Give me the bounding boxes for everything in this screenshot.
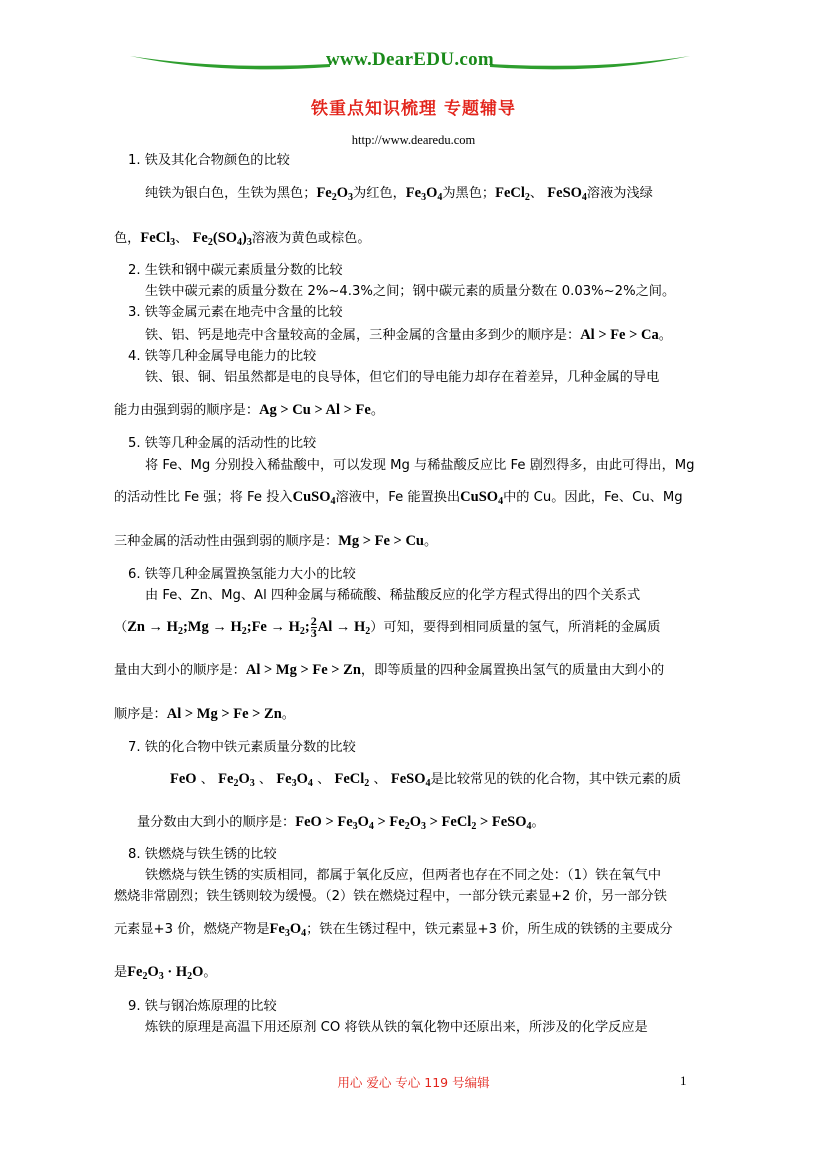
section-5-line-1: 将 Fe、Mg 分别投入稀盐酸中，可以发现 Mg 与稀盐酸反应比 Fe 剧烈得多，由此可得出，Mg	[145, 458, 695, 473]
section-3-heading: 3. 铁等金属元素在地壳中含量的比较	[128, 305, 343, 320]
section-6-heading: 6. 铁等几种金属置换氢能力大小的比较	[128, 567, 356, 582]
section-9-line-1: 炼铁的原理是高温下用还原剂 CO 将铁从铁的氧化物中还原出来，所涉及的化学反应是	[145, 1020, 648, 1035]
section-4-heading: 4. 铁等几种金属导电能力的比较	[128, 349, 317, 364]
section-8-line-3: 元素显+3 价，燃烧产物是$Fe_3O_4$；铁在生锈过程中，铁元素显+3 价，所生成的铁锈的主要成分	[114, 921, 673, 939]
section-1-heading: 1. 铁及其化合物颜色的比较	[128, 153, 290, 168]
section-5-heading: 5. 铁等几种金属的活动性的比较	[128, 436, 317, 451]
logo-text[interactable]: www.DearEDU.com	[325, 49, 495, 70]
section-6-line-3: 量由大到小的顺序是：Al > Mg > Fe > Zn，即等质量的四种金属置换出氢气的质量由大到小的	[114, 662, 665, 678]
section-4-line-2: 能力由强到弱的顺序是：Ag > Cu > Al > Fe。	[114, 402, 385, 418]
page-number: 1	[680, 1073, 687, 1088]
section-6-line-4: 顺序是：Al > Mg > Fe > Zn。	[114, 706, 295, 722]
section-5-line-2: 的活动性比 Fe 强；将 Fe 投入CuSO$_4$溶液中，Fe 能置换出CuSO$_4$中的 Cu。因此，Fe、Cu、Mg	[114, 489, 683, 507]
section-7-line-1: FeO 、 $Fe_2O_3$ 、 $Fe_3O_4$ 、 FeCl$_2$ 、 FeSO$_4$是比较常见的铁的化合物，其中铁元素的质	[170, 771, 682, 789]
page-title: 铁重点知识梳理 专题辅导	[311, 99, 516, 119]
section-9-heading: 9. 铁与钢冶炼原理的比较	[128, 999, 277, 1014]
fraction-two-thirds: $\frac{2}{3}$	[310, 614, 317, 641]
section-5-line-3: 三种金属的活动性由强到弱的顺序是：Mg > Fe > Cu。	[114, 533, 438, 549]
section-8-line-4: 是$Fe_2O_3 \cdot H_2O$。	[114, 964, 217, 982]
section-6-line-1: 由 Fe、Zn、Mg、Al 四种金属与稀硫酸、稀盐酸反应的化学方程式得出的四个关系式	[145, 588, 641, 603]
section-4-line-1: 铁、银、铜、铝虽然都是电的良导体，但它们的导电能力却存在着差异，几种金属的导电	[145, 370, 660, 385]
source-url[interactable]: http://www.dearedu.com	[351, 133, 476, 147]
section-8-line-1: 铁燃烧与铁生锈的实质相同，都属于氧化反应，但两者也存在不同之处：（1）铁在氧气中	[145, 868, 662, 883]
section-1-line-2: 色，FeCl$_3$、 $Fe_2(SO_4)_3$溶液为黄色或棕色。	[114, 230, 371, 248]
section-8-heading: 8. 铁燃烧与铁生锈的比较	[128, 847, 277, 862]
section-1-line-1: 纯铁为银白色，生铁为黑色；$Fe_2O_3$为红色，$Fe_3O_4$为黑色；FeCl$_2$、 FeSO$_4$溶液为浅绿	[145, 185, 653, 203]
section-3-text: 铁、铝、钙是地壳中含量较高的金属，三种金属的含量由多到少的顺序是：Al > Fe > Ca。	[145, 327, 672, 343]
section-6-line-2: （$Zn \to H_2;Mg$ → $H_2;Fe \to H_2$; $\frac{2}{3}$ $Al \to H_2$）可知，要得到相同质量的氢气，所消耗的金属质	[114, 614, 661, 641]
header-logo	[130, 48, 690, 78]
section-2-text: 生铁中碳元素的质量分数在 2%~4.3%之间；钢中碳元素的质量分数在 0.03%~2%之间。	[145, 284, 676, 299]
footer-text: 用心 爱心 专心 119 号编辑	[337, 1075, 490, 1090]
section-2-heading: 2. 生铁和钢中碳元素质量分数的比较	[128, 263, 343, 278]
section-7-line-2: 量分数由大到小的顺序是：FeO > $Fe_3O_4 > Fe_2O_3$ > FeCl$_2$ > FeSO$_4$。	[137, 814, 545, 832]
section-7-heading: 7. 铁的化合物中铁元素质量分数的比较	[128, 740, 356, 755]
section-8-line-2: 燃烧非常剧烈；铁生锈则较为缓慢。（2）铁在燃烧过程中，一部分铁元素显+2 价，另一部分铁	[114, 889, 667, 904]
